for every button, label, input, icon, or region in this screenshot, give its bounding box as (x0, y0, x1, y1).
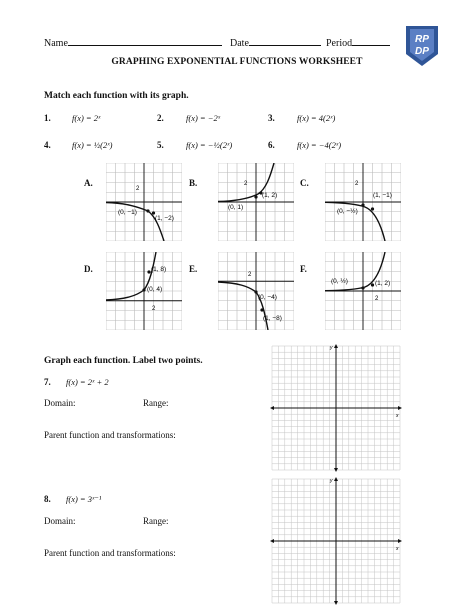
problem-7-domain: Domain: (44, 398, 76, 408)
graph-a-letter: A. (84, 178, 93, 188)
problem-8-domain: Domain: (44, 516, 76, 526)
graph-b-tick: 2 (244, 181, 248, 187)
match-instruction: Match each function with its graph. (44, 91, 189, 101)
item-1-number: 1. (44, 113, 51, 123)
graph-c (325, 163, 401, 241)
grid-7-y-label: y (330, 345, 333, 351)
graph-f (325, 252, 401, 330)
item-2-function: f(x) = −2ˣ (186, 113, 221, 123)
graph-e-point-2: (1, −8) (263, 315, 282, 322)
grid-8-y-label: y (330, 478, 333, 484)
graph-instruction: Graph each function. Label two points. (44, 356, 203, 366)
problem-7-number: 7. (44, 377, 51, 387)
problem-8-number: 8. (44, 494, 51, 504)
name-field-label (44, 36, 222, 49)
graph-f-letter: F. (300, 264, 307, 274)
graph-e-point-1: (0, −4) (258, 294, 277, 301)
graph-a (106, 163, 182, 241)
item-6-function: f(x) = −4(2ˣ) (297, 140, 342, 150)
date-field-label (230, 36, 321, 49)
graph-c-letter: C. (300, 178, 309, 188)
item-5-function: f(x) = −½(2ˣ) (186, 140, 233, 150)
problem-7-function: f(x) = 2ˣ + 2 (66, 377, 109, 387)
graph-f-point-1: (0, ½) (331, 278, 348, 285)
period-blank[interactable] (352, 36, 390, 46)
graph-e-letter: E. (189, 264, 198, 274)
problem-7-parent: Parent function and transformations: (44, 430, 176, 440)
worksheet-title: GRAPHING EXPONENTIAL FUNCTIONS WORKSHEET (111, 57, 363, 67)
item-1-function: f(x) = 2ˣ (72, 113, 101, 123)
problem-8-parent: Parent function and transformations: (44, 548, 176, 558)
graph-c-point-2: (1, −1) (373, 192, 392, 199)
graph-d-tick: 2 (152, 306, 156, 312)
period-field-label (326, 36, 390, 49)
graph-d (106, 252, 182, 330)
logo-text-top: RP (415, 34, 429, 45)
grid-7-x-label: x (396, 413, 399, 419)
graph-f-point-2: (1, 2) (375, 280, 391, 287)
blank-grid-7[interactable] (268, 344, 404, 472)
period-label: Period (326, 38, 353, 49)
problem-8-function: f(x) = 3ˣ⁻¹ (66, 494, 102, 504)
graph-d-letter: D. (84, 264, 93, 274)
graph-b-point-1: (0, 1) (228, 204, 244, 211)
graph-b-letter: B. (189, 178, 198, 188)
graph-c-point-1: (0, −½) (337, 208, 358, 215)
name-label: Name (44, 38, 68, 49)
problem-7-range: Range: (143, 398, 169, 408)
date-blank[interactable] (249, 36, 321, 46)
graph-a-point-1: (0, −1) (118, 209, 137, 216)
item-6-number: 6. (268, 140, 275, 150)
problem-8-range: Range: (143, 516, 169, 526)
graph-d-point-1: (0, 4) (147, 286, 163, 293)
graph-b-point-2: (1, 2) (262, 192, 278, 199)
graph-f-tick: 2 (375, 296, 379, 302)
item-3-number: 3. (268, 113, 275, 123)
graph-b (218, 163, 294, 241)
item-2-number: 2. (157, 113, 164, 123)
graph-a-point-2: (1, −2) (155, 215, 174, 222)
graph-e (218, 252, 294, 330)
item-4-function: f(x) = ½(2ˣ) (72, 140, 113, 150)
item-4-number: 4. (44, 140, 51, 150)
grid-8-x-label: x (396, 546, 399, 552)
graph-e-tick: 2 (248, 272, 252, 278)
name-blank[interactable] (68, 36, 222, 46)
item-5-number: 5. (157, 140, 164, 150)
graph-d-point-2: (1, 8) (151, 266, 167, 273)
graph-a-tick: 2 (136, 186, 140, 192)
graph-c-tick: 2 (355, 181, 359, 187)
blank-grid-8[interactable] (268, 477, 404, 605)
item-3-function: f(x) = 4(2ˣ) (297, 113, 336, 123)
logo-text-bottom: DP (415, 46, 429, 57)
date-label: Date (230, 38, 249, 49)
